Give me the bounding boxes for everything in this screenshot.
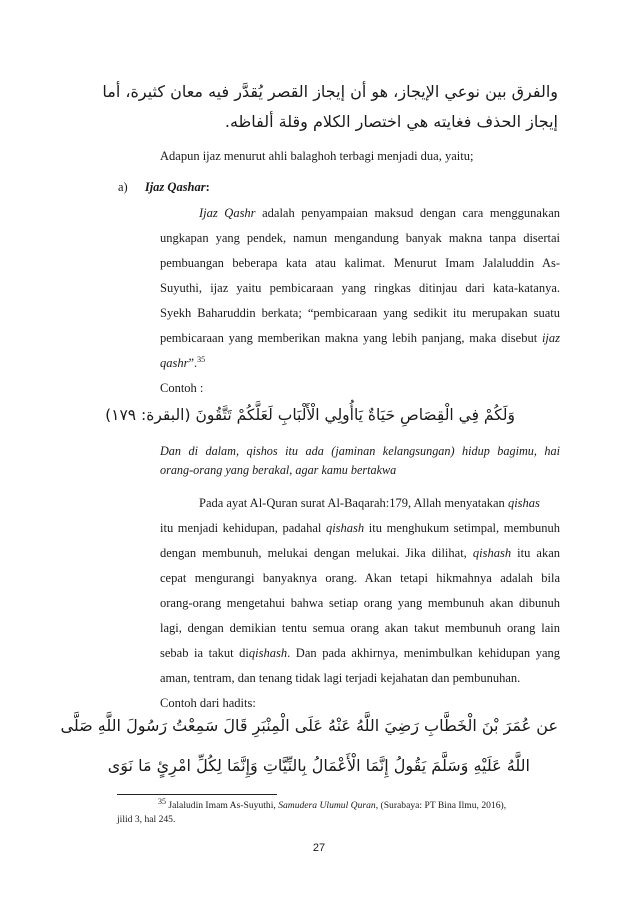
ijaz-qashr-term: Ijaz Qashr bbox=[199, 206, 256, 220]
arabic-intro-line-1: والفرق بين نوعي الإيجاز، هو أن إيجاز القصر يُقدَّر فيه معان كثيرة، أما bbox=[102, 82, 558, 101]
p2-l3-pre: dengan membunuh, melukai dengan melukai. Jika dilihat, bbox=[160, 546, 473, 560]
hadith-line-1: عن عُمَرَ بْنَ الْخَطَّابِ رَضِيَ اللَّهُ عَنْهُ عَلَى الْمِنْبَرِ قَالَ سَمِعْتُ رَسُولَ اللَّهِ صَلَّى bbox=[60, 716, 558, 735]
verse-translation-line-1: Dan di dalam, qishos itu ada (jaminan kelangsungan) hidup bagimu, hai bbox=[160, 444, 560, 458]
quran-verse: وَلَكُمْ فِي الْقِصَاصِ حَيَاةٌ يَاأُولِي الْأَلْبَابِ لَعَلَّكُمْ تَتَّقُونَ (البقرة: ١٧٩) bbox=[105, 406, 515, 424]
footnote-ref-35[interactable]: 35 bbox=[197, 354, 206, 364]
page-number: 27 bbox=[312, 842, 326, 854]
paragraph-2-line-1 bbox=[199, 496, 540, 511]
definition-line-1 bbox=[199, 206, 560, 221]
qashr-word: qashr bbox=[160, 356, 189, 370]
example-1-label: Contoh : bbox=[160, 381, 204, 395]
paragraph-2-line-2 bbox=[160, 521, 560, 536]
arabic-intro-line-2: إيجاز الحذف فغايته هي اختصار الكلام وقلة ألفاظه. bbox=[224, 112, 558, 131]
hadith-line-2: اللَّهُ عَلَيْهِ وَسَلَّمَ يَقُولُ إِنَّمَا الْأَعْمَالُ بِالنِّيَّاتِ وَإِنَّمَا لِكُلِّ امْرِئٍ مَا نَوَى bbox=[107, 756, 530, 775]
footnote-line-1 bbox=[158, 796, 507, 811]
footnote-line-2: jilid 3, hal 245. bbox=[117, 814, 176, 825]
footnote-publisher: , (Surabaya: PT Bina Ilmu, 2016), bbox=[375, 800, 507, 811]
p2-l1-text: Pada ayat Al-Quran surat Al-Baqarah:179, Allah menyatakan bbox=[199, 496, 508, 510]
paragraph-2-line-6: lagi, dengan demikian tentu semua orang akan takut membunuh orang lain bbox=[160, 621, 560, 635]
definition-line-6 bbox=[160, 331, 560, 346]
paragraph-2-line-5: orang-orang mengetahui bahwa setiap orang yang membunuh akan dibunuh bbox=[160, 596, 560, 610]
definition-line-4: Suyuthi, ijaz yaitu pembicaraan yang ringkas ditinjau dari kata-katanya. bbox=[160, 281, 560, 295]
footnote-separator bbox=[117, 794, 277, 795]
footnote-title: Samudera Ulumul Quran bbox=[278, 800, 376, 811]
section-a-marker: a) bbox=[118, 180, 128, 194]
example-2-label: Contoh dari hadits: bbox=[160, 696, 256, 710]
definition-line-3: pembuangan beberapa kata atau kalimat. Menurut Imam Jalaluddin As- bbox=[160, 256, 560, 270]
p2-l3-post: itu akan bbox=[511, 546, 560, 560]
definition-last-line-text: pembicaraan yang memberikan makna yang lebih panjang, maka disebut bbox=[160, 331, 542, 345]
footnote-number: 35 bbox=[158, 796, 166, 806]
p2-l7-pre: sebab ia takut di bbox=[160, 646, 249, 660]
p2-l2-pre: itu menjadi kehidupan, padahal bbox=[160, 521, 326, 535]
p2-l7-post: . Dan pada akhirnya, menimbulkan kehidupan yang bbox=[287, 646, 561, 660]
intro-sentence: Adapun ijaz menurut ahli balaghoh terbagi menjadi dua, yaitu; bbox=[160, 149, 474, 163]
p2-l3-italic: qishash bbox=[472, 546, 512, 560]
paragraph-2-line-8: aman, tentram, dan tenang tidak lagi terjadi kejahatan dan pembunuhan. bbox=[160, 671, 521, 685]
paragraph-2-line-3 bbox=[160, 546, 560, 561]
p2-l7-italic: qishash bbox=[248, 646, 288, 660]
p2-l1-italic: qishas bbox=[507, 496, 540, 510]
definition-line-2: ungkapan yang pendek, namun mengandung banyak makna tanpa disertai bbox=[160, 231, 560, 245]
paragraph-2-line-4: cepat mengurangi banyaknya orang. Akan tetapi hikmahnya adalah bila bbox=[160, 571, 560, 585]
qashr-closing: ”. bbox=[188, 356, 198, 370]
definition-line-5: Syekh Baharuddin berkata; “pembicaraan yang sedikit itu merupakan suatu bbox=[160, 306, 560, 320]
paragraph-2-line-7 bbox=[160, 646, 560, 661]
section-a-heading bbox=[118, 180, 210, 195]
verse-translation-line-2: orang-orang yang berakal, agar kamu bertakwa bbox=[160, 463, 397, 477]
section-a-title: Ijaz Qashar bbox=[144, 180, 206, 194]
section-a-colon: : bbox=[205, 180, 210, 194]
p2-l2-italic: qishash bbox=[325, 521, 365, 535]
ijaz-word: ijaz bbox=[541, 331, 560, 345]
p2-l2-post: itu menghukum setimpal, membunuh bbox=[364, 521, 560, 535]
definition-line-7 bbox=[160, 356, 205, 371]
footnote-author: Jalaludin Imam As-Suyuthi, bbox=[166, 800, 279, 811]
definition-rest: adalah penyampaian maksud dengan cara menggunakan bbox=[255, 206, 560, 220]
